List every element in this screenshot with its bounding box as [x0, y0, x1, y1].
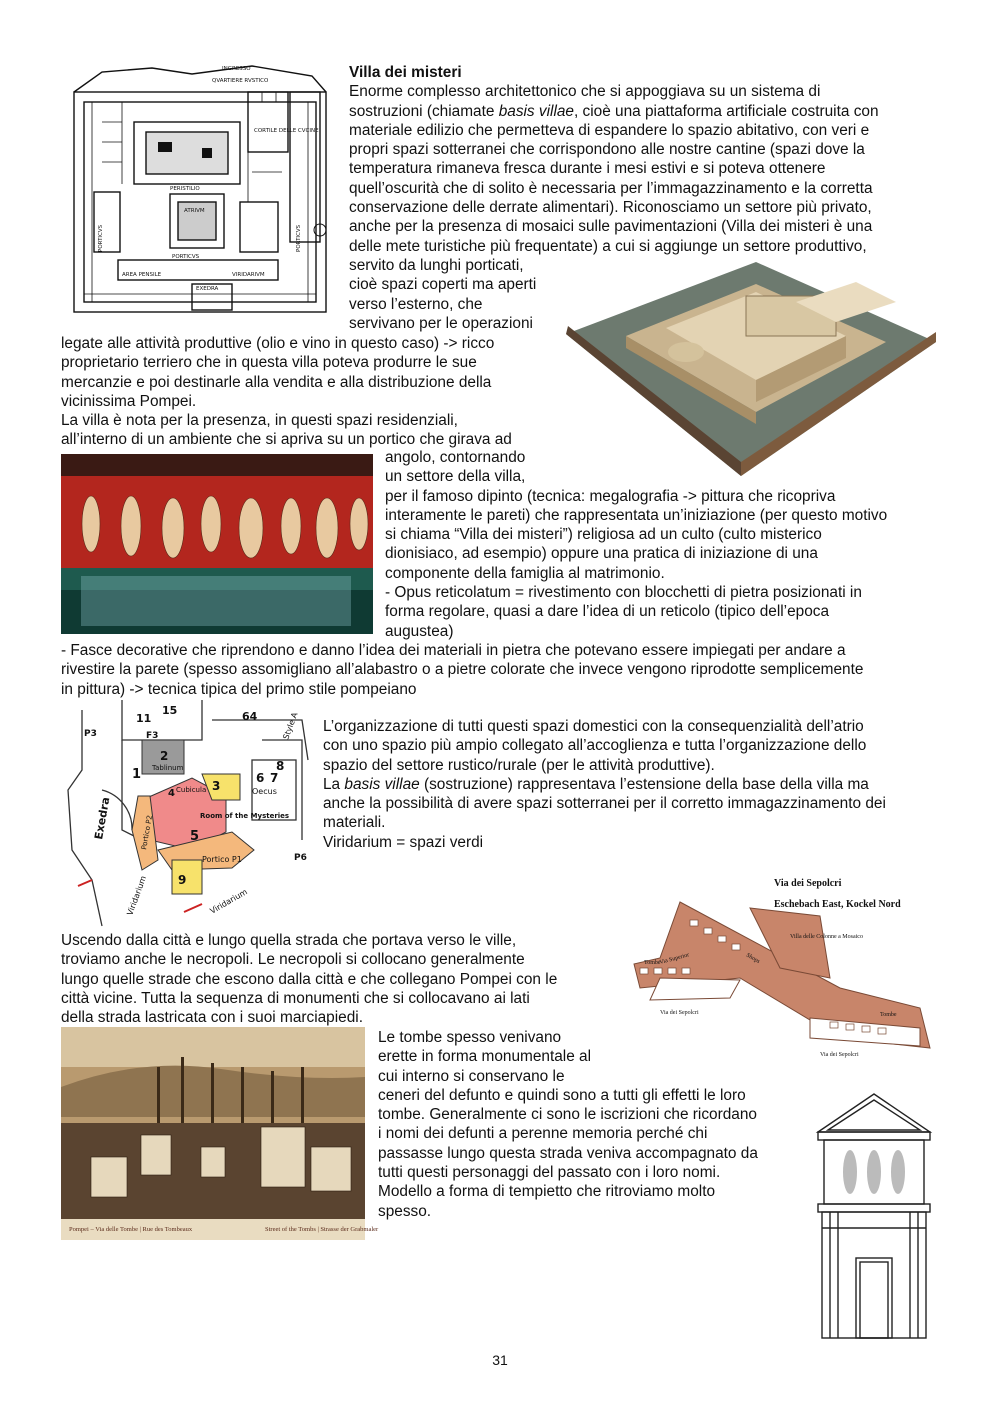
text-line: spazio del settore rustico/rurale (per le attività produttive). — [323, 756, 715, 774]
map-label-cubicula: Cubicula — [176, 786, 207, 794]
section-title: Villa dei misteri — [349, 64, 462, 81]
text-line: delle mete turistiche più frequentate) a cui si aggiunge un settore produttivo, — [349, 237, 867, 255]
text-line: legate alle attività produttive (olio e vino in questo caso) -> ricco — [61, 335, 495, 352]
text-line: lungo quelle strade che escono dalla città e che collegano Pompei con le — [61, 970, 558, 988]
text-line: propri spazi sotterranei che corrispondono alle nostre cantine (spazi dove la — [349, 141, 865, 159]
map-label-viridarium-1: Viridarium — [125, 874, 149, 917]
text-line: anche per la presenza di mosaici sulle pavimentazioni (Villa dei misteri è una — [349, 218, 873, 236]
tombs-photo-drawing — [61, 1027, 379, 1240]
map-label-4: 4 — [168, 788, 175, 799]
map-label-p3: P3 — [84, 729, 97, 739]
text-line: verso l’esterno, che — [349, 295, 483, 313]
map-label-portico-p2: Portico P2 — [140, 814, 155, 851]
sepolcri-tombs-right: Tombe — [880, 1012, 897, 1018]
sepolcri-title: Via dei Sepolcri — [774, 878, 842, 889]
page-number: 31 — [492, 1352, 508, 1368]
text-line: in pittura) -> tecnica tipica del primo stile pompeiano — [61, 680, 417, 698]
plan-label-viridarium: VIRIDARIVM — [232, 272, 265, 278]
text-line: tutti questi personaggi del passato con i loro nomi. — [378, 1164, 721, 1182]
text-line: con uno spazio più ampio collegato all’accoglienza e tutta l’organizzazione dello — [323, 737, 867, 755]
text-line: Le tombe spesso venivano — [378, 1029, 562, 1046]
text-line: forma regolare, quasi a dare l’idea di un reticolo (tipico dell’epoca — [385, 603, 830, 621]
text-line: materiali. — [323, 814, 386, 832]
necropoli-text — [61, 931, 557, 1027]
text-line: componente della famiglia al matrimonio. — [385, 564, 665, 582]
necropoli-block — [61, 931, 557, 1027]
photo-caption-left: Pompei – Via delle Tombe | Rue des Tombeaux — [69, 1226, 193, 1233]
sepolcri-villa-colonne: Villa delle Colonne a Mosaico — [790, 934, 863, 940]
text-line: della strada lastricata con i suoi marciapiedi. — [61, 1009, 363, 1027]
map-label-1: 1 — [132, 767, 142, 782]
text-line: proprietario terriero che in questa villa poteva produrre le sue — [61, 354, 477, 372]
map-label-f3: F3 — [146, 731, 159, 741]
map-label-5: 5 — [190, 829, 200, 844]
text-line: spesso. — [378, 1202, 432, 1220]
map-label-6: 6 — [256, 771, 265, 785]
text-line: i nomi dei defunti a perenne memoria perché chi — [378, 1125, 708, 1143]
map-label-p6: P6 — [294, 853, 307, 863]
text-line: servivano per le operazioni — [349, 314, 533, 332]
map-label-viridarium-2: Viridarium — [208, 887, 249, 916]
plan-label-porticus-right: PORTICVS — [296, 224, 302, 252]
plan-label-exedra: EXEDRA — [196, 286, 219, 292]
sepolcri-via-2: Via dei Sepolcri — [820, 1052, 859, 1058]
fresco-photo-drawing — [61, 454, 373, 634]
map-label-portico-p1: Portico P1 — [202, 855, 242, 864]
text-line: Viridarium = spazi verdi — [323, 833, 484, 851]
temple-tomb-figure — [812, 1090, 936, 1340]
map-label-3: 3 — [212, 779, 221, 793]
map-label-11: 11 — [136, 712, 152, 725]
text-line: angolo, contornando — [385, 449, 526, 466]
villa-plan-drawing — [62, 62, 334, 324]
tombe-text — [378, 1028, 758, 1221]
map-label-oecus: Oecus — [252, 787, 277, 796]
text-line: La basis villae (sostruzione) rappresentava l’estensione della base della villa ma — [323, 775, 869, 793]
text-line: interamente le pareti) che rappresentata un’iniziazione (per questo motivo — [385, 506, 888, 524]
text-line: cioè spazi coperti ma aperti — [349, 276, 537, 294]
sepolcri-subtitle: Eschebach East, Kockel Nord — [774, 899, 901, 910]
map-label-7: 7 — [270, 771, 279, 785]
villa-painting-text — [385, 448, 887, 641]
text-line: - Opus reticolatum = rivestimento con blocchetti di pietra posizionati in — [385, 584, 862, 602]
villa-model-drawing — [566, 262, 936, 476]
text-line: L’organizzazione di tutti questi spazi domestici con la consequenzialità dell’atrio — [323, 718, 864, 735]
map-label-style-a: Style A — [281, 711, 300, 741]
text-line: troviamo anche le necropoli. Le necropoli si collocano generalmente — [61, 951, 525, 969]
map-label-2: 2 — [160, 749, 169, 763]
villa-production-text — [61, 334, 512, 450]
villa-organization-block — [323, 717, 886, 852]
fresco-photo-figure — [61, 454, 373, 634]
text-line: ceneri del defunto e quindi sono a tutti gli effetti le loro — [378, 1086, 746, 1104]
text-line: servito da lunghi porticati, — [349, 256, 524, 274]
text-line: per il famoso dipinto (tecnica: megalografia -> pittura che ricopriva — [385, 487, 836, 505]
text-line: quell’oscurità che di solito è necessaria per l’immagazzinamento e la corretta — [349, 179, 873, 197]
text-line: all’interno di un ambiente che si apriva su un portico che girava ad — [61, 431, 512, 449]
map-label-9: 9 — [178, 873, 187, 887]
text-line: Enorme complesso architettonico che si appoggiava su un sistema di — [349, 83, 821, 101]
text-line: si chiama “Villa dei misteri”) religiosa ad un culto (culto misterico — [385, 526, 822, 544]
text-line: erette in forma monumentale al — [378, 1048, 592, 1066]
text-line: passasse lungo questa strada veniva accompagnato da — [378, 1144, 758, 1162]
text-line: Modello a forma di tempietto che ritroviamo molto — [378, 1183, 716, 1201]
sepolcri-via-superior: Via Superior — [658, 952, 690, 966]
text-line: tombe. Generalmente ci sono le iscrizioni che ricordano — [378, 1106, 757, 1124]
villa-plan-figure — [62, 62, 334, 324]
text-line: un settore della villa, — [385, 468, 526, 486]
text-line: mercanzie e poi destinarle alla vendita e alla distribuzione della — [61, 373, 492, 391]
text-line: temperatura rimaneva fresca durante i mesi estivi e si poteva ottenere — [349, 160, 826, 178]
sepolcri-shops: Shops — [745, 952, 761, 966]
sepolcri-tombs-left: Tombe — [644, 960, 661, 966]
villa-organization-text — [323, 717, 886, 852]
text-line: La villa è nota per la presenza, in questi spazi residenziali, — [61, 412, 458, 430]
map-label-room: Room of the Mysteries — [200, 812, 290, 820]
temple-tomb-drawing — [812, 1090, 936, 1340]
plan-label-peristilio: PERISTILIO — [170, 186, 200, 192]
plan-label-porticus: PORTICVS — [172, 254, 200, 260]
villa-map-figure — [62, 700, 308, 926]
text-line: - Fasce decorative che riprendono e danno l’idea dei materiali in pietra che potevano essere impiegati per andare a — [61, 642, 846, 659]
photo-caption-right: Street of the Tombs | Strasse der Grabmaler — [265, 1226, 379, 1233]
tombs-photo-figure — [61, 1027, 379, 1240]
text-line: dionisiaco, ad esempio) oppure una pratica di iniziazione di una — [385, 545, 818, 563]
text-line: augustea) — [385, 622, 454, 640]
text-line: anche la possibilità di avere spazi sotterranei per il corretto immagazzinamento dei — [323, 795, 886, 813]
text-line: materiale edilizio che permetteva di espandere lo spazio abitativo, con veri e — [349, 121, 870, 139]
text-line: Uscendo dalla città e lungo quella strada che portava verso le ville, — [61, 932, 517, 949]
villa-painting-block — [385, 448, 887, 641]
text-line: vicinissima Pompei. — [61, 392, 197, 410]
plan-label-atrio: ATRIVM — [184, 208, 205, 214]
map-label-exedra: Exedra — [92, 796, 113, 841]
sepolcri-via-1: Via dei Sepolcri — [660, 1010, 699, 1016]
map-label-tablinum: Tablinum — [152, 764, 184, 772]
map-label-8: 8 — [276, 759, 285, 773]
plan-label-quartiere: QVARTIERE RVSTICO — [212, 78, 269, 84]
text-line: sostruzioni (chiamate basis villae, cioè una piattaforma artificiale costruita con — [349, 102, 879, 120]
text-line: conservazione delle derrate alimentari). Riconosciamo un settore più privato, — [349, 199, 872, 217]
text-line: cui interno si conservano le — [378, 1067, 565, 1085]
villa-fasce-text — [61, 641, 863, 699]
text-line: rivestire la parete (spesso assomigliano all’alabastro o a pietre colorate che invece vengono riprodotte semplicemente — [61, 661, 864, 679]
villa-production-block — [61, 334, 512, 450]
plan-label-area-pensile: AREA PENSILE — [122, 272, 162, 278]
text-line: città vicine. Tutta la sequenza di monumenti che si collocavano ai lati — [61, 989, 530, 1007]
plan-label-ingresso: INGRESSO — [222, 66, 251, 72]
tombe-block — [378, 1028, 758, 1221]
map-label-64: 64 — [242, 710, 258, 723]
map-label-15: 15 — [162, 704, 178, 717]
villa-fasce-block — [61, 641, 863, 699]
plan-label-cortile: CORTILE DELLE CVCINE — [254, 128, 319, 134]
villa-model-figure — [566, 262, 936, 476]
villa-map-drawing — [62, 700, 308, 926]
plan-label-porticus-left: PORTICVS — [98, 224, 104, 252]
